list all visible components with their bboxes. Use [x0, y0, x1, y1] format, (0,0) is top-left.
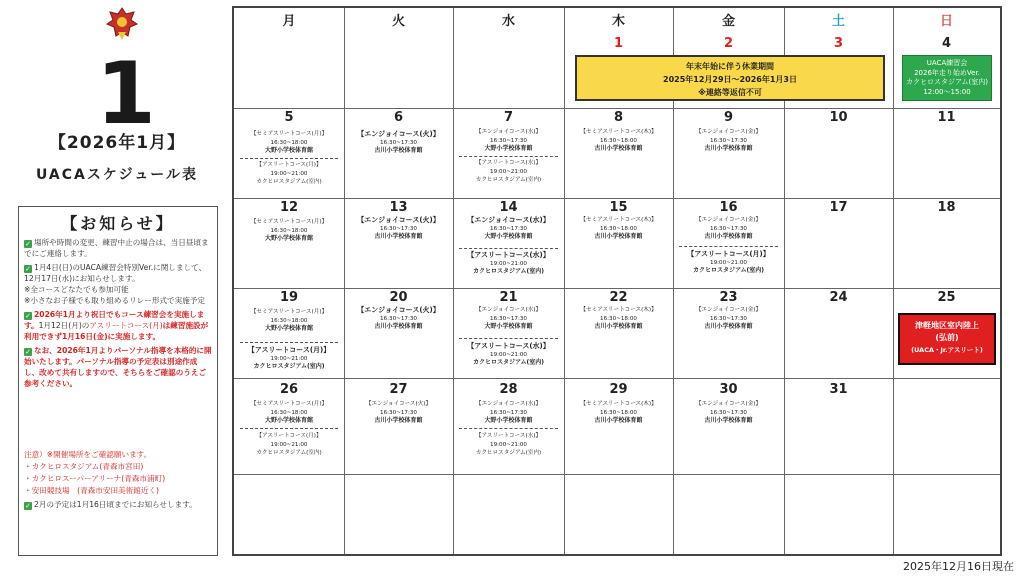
weekday-thu: 木: [611, 14, 625, 29]
day-30: 30: [719, 382, 738, 397]
day-2: 2: [723, 36, 734, 51]
event-semi-athlete-mon: 【セミアスリートコース(月)】 16:30~18:00 大野小学校体育館: [250, 219, 328, 242]
day-29: 29: [609, 382, 628, 397]
day-21: 21: [499, 290, 518, 305]
month-number: 1: [96, 44, 156, 144]
event-enjoy-wed: 【エンジョイコース(水)】 16:30~17:30 大野小学校体育館: [475, 401, 542, 424]
day-20: 20: [389, 290, 408, 305]
notice-box: [18, 206, 218, 556]
event-enjoy-tue: 【エンジョイコース(火)】 16:30~17:30 古川小学校体育館: [357, 306, 440, 330]
weekday-sun: 日: [939, 14, 953, 29]
day-28: 28: [499, 382, 518, 397]
notice-item: ✓ 2026年1月より祝日でもコース練習会を実施します。1月12日(月)のアスリートコース(月)は練習施設が利用できず1月16日(金)に実施します。: [24, 310, 209, 341]
event-athlete-wed: 【アスリートコース(水)】 19:00~21:00 カクヒロスタジアム(室内): [467, 251, 550, 275]
notice-item: ✓ 2月の予定は1月16日頃までにお知らせします。: [25, 500, 197, 510]
day-26: 26: [279, 382, 299, 397]
event-athlete-mon-makeup: 【アスリートコース(月)】 19:00~21:00 カクヒロスタジアム(室内): [687, 250, 770, 274]
event-semi-athlete-mon: 【セミアスリートコース(月)】 16:30~18:00 大野小学校体育館: [250, 401, 328, 424]
holiday-closure-banner: 年末年始に伴う休業期間 2025年12月29日～2026年1月3日 ※連絡等返信不可: [575, 55, 885, 101]
weekday-tue: 火: [391, 14, 405, 29]
day-24: 24: [829, 290, 848, 305]
event-enjoy-wed: 【エンジョイコース(水)】 16:30~17:30 大野小学校体育館: [467, 216, 550, 240]
notice-item: ✓ 1月4日(日)のUACA練習会特別Ver.に関しまして、12月17日(水)にお知らせします。 ※全コースどなたでも参加可能 ※小さなお子様でも取り組めるリレー形式で実施予定: [24, 263, 207, 305]
check-icon: ✓: [25, 348, 31, 356]
event-semi-athlete-thu: 【セミアスリートコース(木)】 16:30~18:00 古川小学校体育館: [580, 401, 657, 424]
day-3: 3: [833, 36, 844, 51]
day-6: 6: [393, 110, 404, 125]
event-athlete-mon: 【アスリートコース(月)】 19:00~21:00 カクヒロスタジアム(室内): [247, 346, 331, 370]
day-12: 12: [279, 200, 299, 215]
event-athlete-mon: 【アスリートコース(月)】 19:00~21:00 カクヒロスタジアム(室内): [256, 162, 322, 185]
day-5: 5: [284, 110, 294, 125]
day-25: 25: [937, 290, 956, 305]
day-10: 10: [829, 110, 848, 125]
event-semi-athlete-thu: 【セミアスリートコース(木)】 16:30~18:00 古川小学校体育館: [580, 129, 657, 152]
weekday-sat: 土: [831, 14, 845, 29]
event-semi-athlete-thu: 【セミアスリートコース(木)】 16:30~18:00 古川小学校体育館: [580, 307, 657, 330]
check-icon: ✓: [25, 502, 31, 510]
month-label: 【2026年1月】: [48, 133, 186, 153]
event-enjoy-fri: 【エンジョイコース(金)】 16:30~17:30 古川小学校体育館: [695, 401, 762, 424]
as-of-date: 2025年12月16日現在: [903, 560, 1014, 573]
check-icon: ✓: [25, 265, 31, 273]
calendar-grid: [232, 6, 1002, 556]
day-8: 8: [613, 110, 624, 125]
day-18: 18: [937, 200, 956, 215]
event-athlete-wed: 【アスリートコース(水)】 19:00~21:00 カクヒロスタジアム(室内): [475, 433, 542, 456]
event-enjoy-fri: 【エンジョイコース(金)】 16:30~17:30 古川小学校体育館: [695, 217, 762, 240]
event-enjoy-wed: 【エンジョイコース(水)】 16:30~17:30 大野小学校体育館: [475, 307, 542, 330]
event-athlete-mon: 【アスリートコース(月)】 19:00~21:00 カクヒロスタジアム(室内): [256, 433, 322, 456]
day-14: 14: [499, 200, 518, 215]
day-4: 4: [941, 36, 952, 51]
check-icon: ✓: [25, 240, 31, 248]
day-1: 1: [613, 36, 624, 51]
event-enjoy-wed: 【エンジョイコース(水)】 16:30~17:30 大野小学校体育館: [475, 129, 542, 152]
special-event-jan4: UACA練習会 2026年走り始めVer. カクヒロスタジアム(室内) 12:00～15:00: [902, 55, 992, 101]
event-enjoy-fri: 【エンジョイコース(金)】 16:30~17:30 古川小学校体育館: [695, 307, 762, 330]
event-athlete-wed: 【アスリートコース(水)】 19:00~21:00 カクヒロスタジアム(室内): [467, 342, 550, 366]
day-23: 23: [719, 290, 738, 305]
day-11: 11: [937, 110, 956, 125]
left-panel: [0, 0, 228, 576]
check-icon: ✓: [25, 312, 31, 320]
day-22: 22: [609, 290, 628, 305]
notice-title: 【お知らせ】: [61, 214, 175, 233]
notice-item: ✓ なお、2026年1月よりパーソナル指導を本格的に開始いたします。パーソナル指導の予定表は別途作成し、改めて共有しますので、そちらをご確認のうえご参考ください。: [24, 346, 212, 388]
notice-item: ✓ 場所や時間の変更、練習中止の場合は、当日昼頃までにご連絡します。: [24, 238, 209, 258]
day-27: 27: [389, 382, 408, 397]
event-semi-athlete-mon: 【セミアスリートコース(月)】 16:30~18:00 大野小学校体育館: [250, 131, 328, 154]
day-16: 16: [719, 200, 738, 215]
event-semi-athlete-mon: 【セミアスリートコース(月)】 16:30~18:00 大野小学校体育館: [250, 309, 328, 332]
special-event-jan25: 津軽地区室内陸上 (弘前) (UACA・Jr.アスリート): [898, 313, 996, 365]
weekday-wed: 水: [501, 14, 515, 29]
day-9: 9: [723, 110, 734, 125]
day-31: 31: [829, 382, 848, 397]
eagle-emblem-icon: [104, 6, 140, 42]
schedule-title: UACAスケジュール表: [35, 167, 199, 183]
venue-notice: 注意）※開催場所をご確認願います。 ・カクヒロスタジアム(青森市宮田) ・カクヒロスーパーアリーナ(青森市浦町) ・安田競技場 (青森市安田美術館近く): [24, 450, 166, 495]
event-enjoy-fri: 【エンジョイコース(金)】 16:30~17:30 古川小学校体育館: [695, 129, 762, 152]
event-athlete-wed: 【アスリートコース(水)】 19:00~21:00 カクヒロスタジアム(室内): [475, 160, 542, 183]
day-17: 17: [829, 200, 848, 215]
event-semi-athlete-thu: 【セミアスリートコース(木)】 16:30~18:00 古川小学校体育館: [580, 217, 657, 240]
event-enjoy-tue: 【エンジョイコース(火)】 16:30~17:30 古川小学校体育館: [365, 401, 432, 424]
day-15: 15: [609, 200, 628, 215]
weekday-fri: 金: [721, 14, 735, 29]
day-19: 19: [279, 290, 299, 305]
weekday-mon: 月: [282, 14, 296, 29]
day-7: 7: [503, 110, 514, 125]
day-13: 13: [389, 200, 408, 215]
event-enjoy-tue: 【エンジョイコース(火)】 16:30~17:30 古川小学校体育館: [357, 130, 440, 154]
event-enjoy-tue: 【エンジョイコース(火)】 16:30~17:30 古川小学校体育館: [357, 216, 440, 240]
